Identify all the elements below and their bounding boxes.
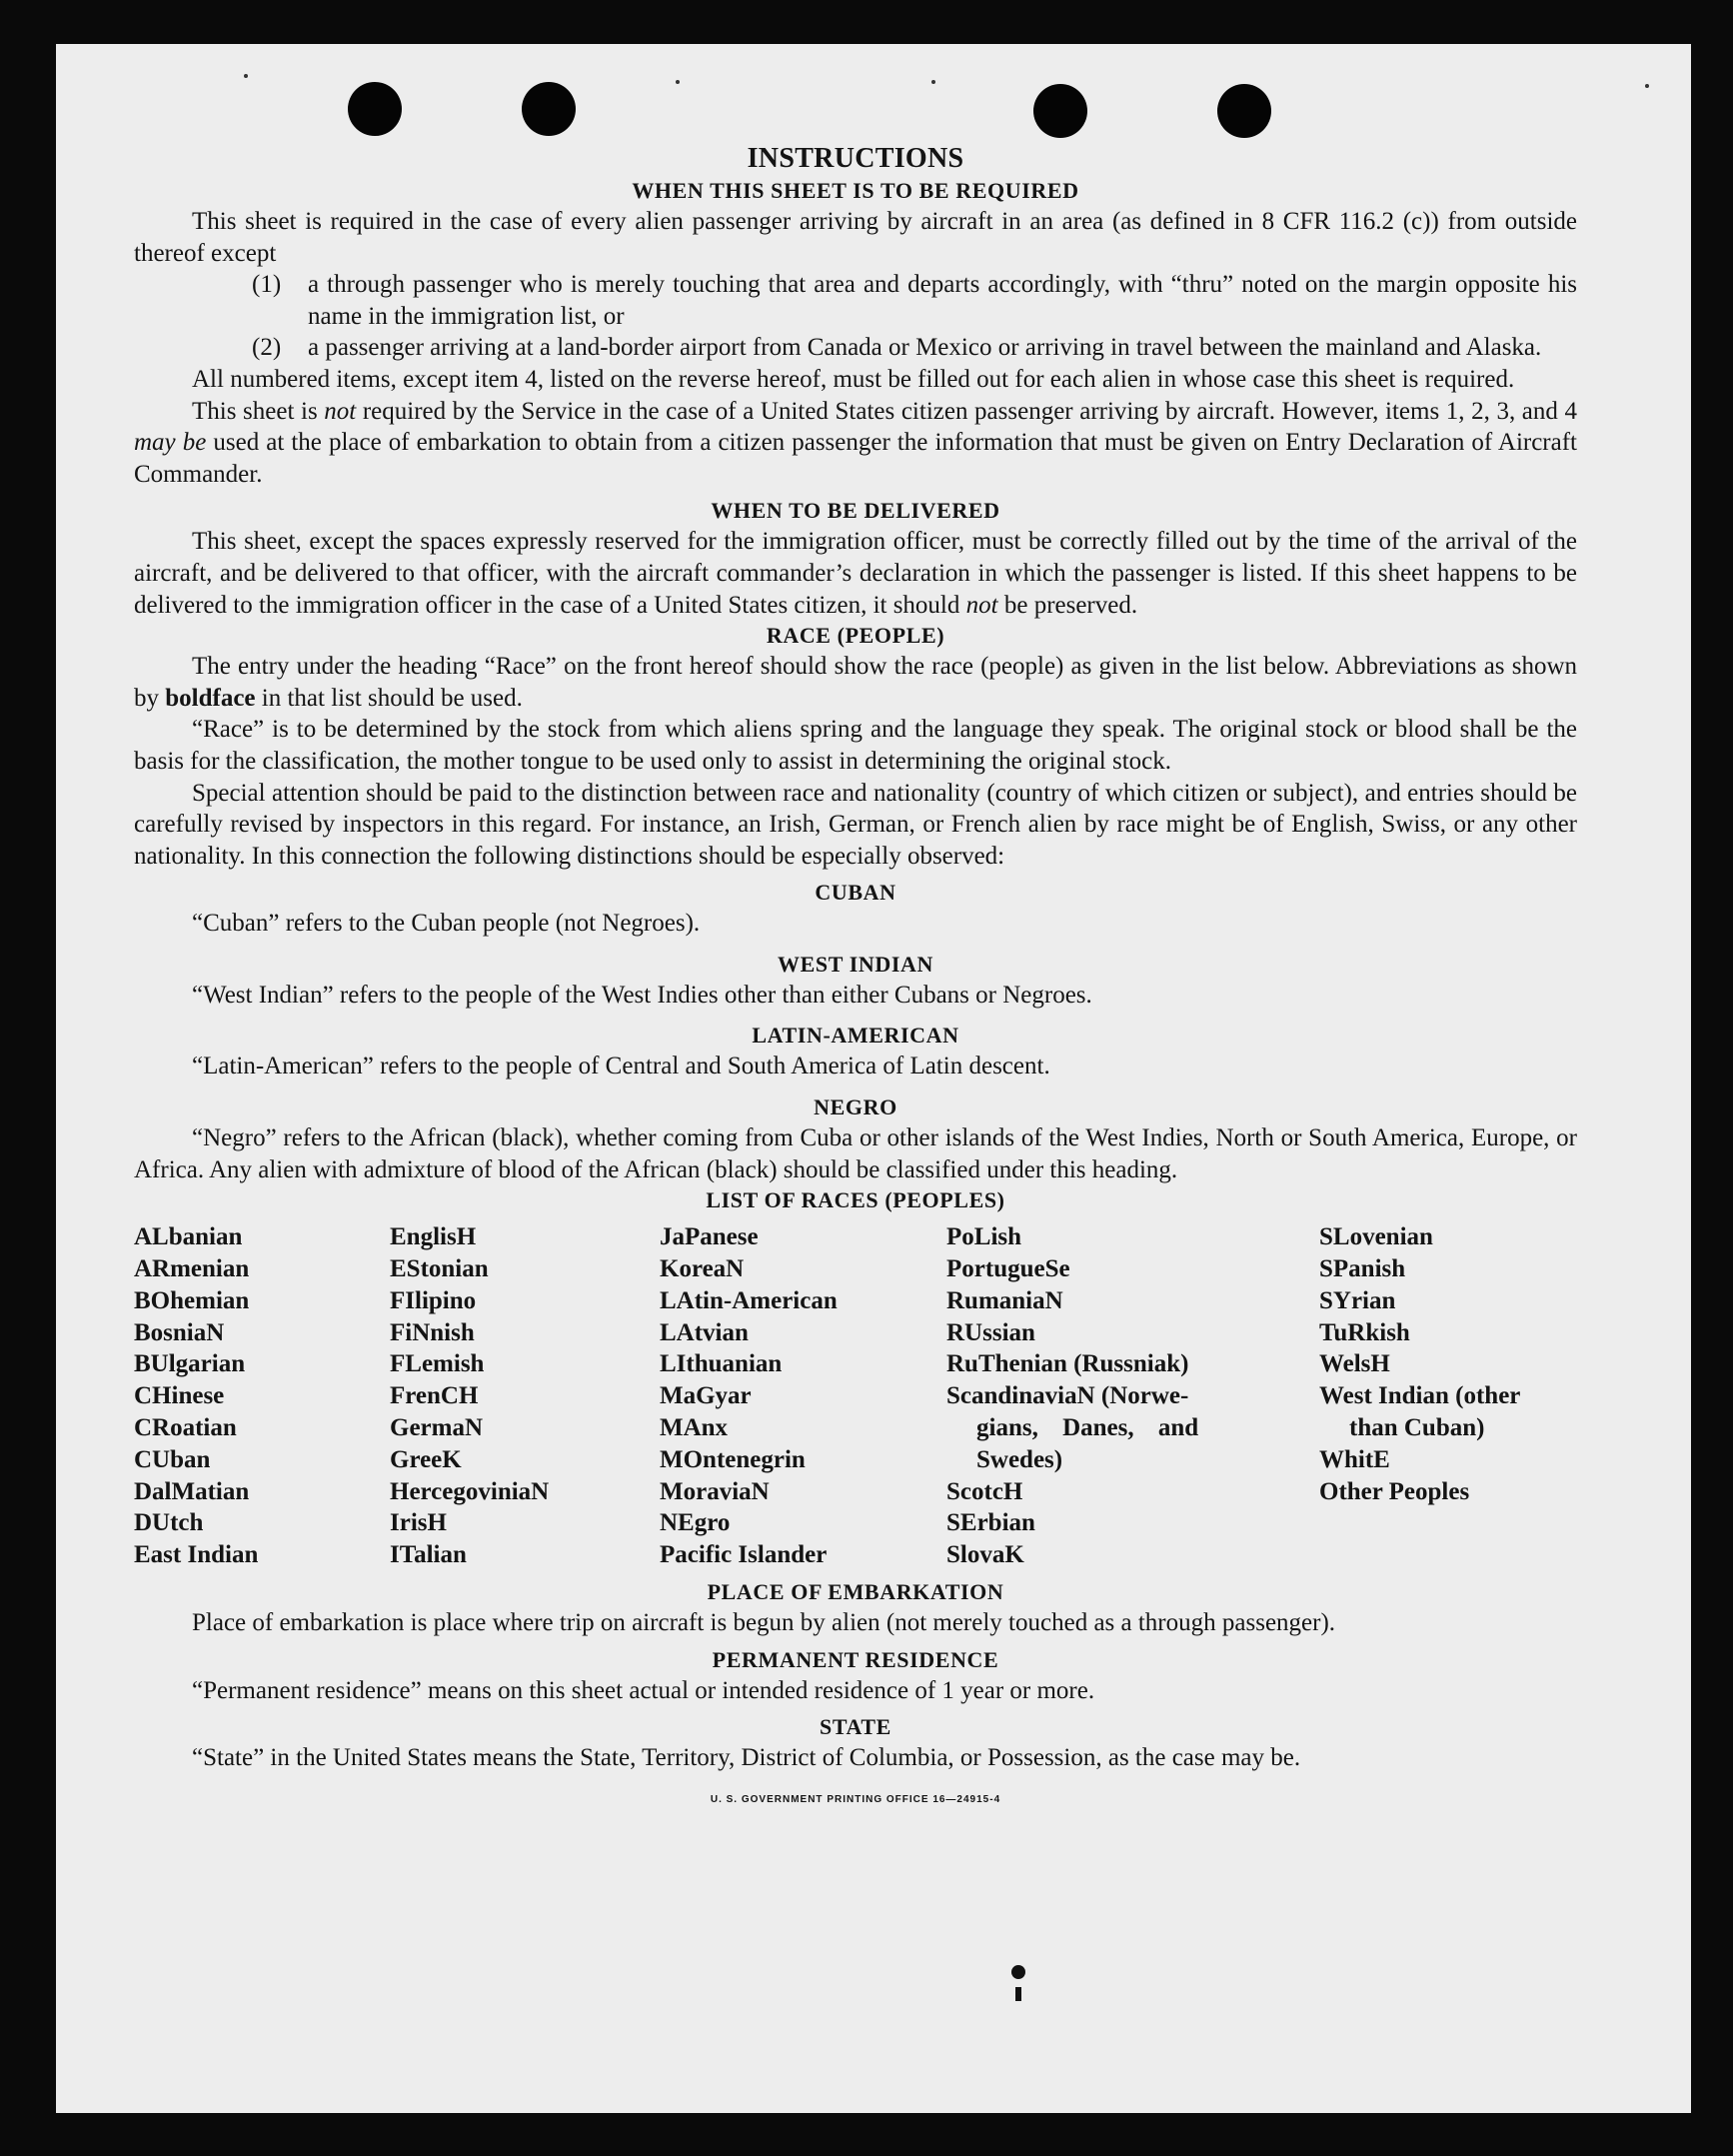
race-item: than Cuban) [1349, 1414, 1485, 1442]
document-sheet [56, 44, 1691, 2113]
text-run: used at the place of embarkation to obtain from a citizen passenger the information that must be given on Entry Declaration of Aircraft Commander. [134, 429, 1578, 488]
paragraph: “West Indian” refers to the people of the West Indies other than either Cubans or Negroes. [192, 981, 1092, 1009]
text-run-italic: may be [134, 429, 207, 457]
race-item: KoreaN [660, 1255, 745, 1283]
list-number: (1) [252, 271, 282, 299]
heading-list-of-races: LIST OF RACES (PEOPLES) [706, 1187, 1005, 1213]
race-item: MaGyar [660, 1382, 752, 1410]
punch-hole [1033, 84, 1087, 138]
race-item: PortugueSe [946, 1255, 1070, 1283]
list-text: a through passenger who is merely touching that area and departs accordingly, with “thru” noted on the margin opposite his name in the immigration list, or [308, 271, 1577, 330]
races-table [134, 1221, 1577, 1571]
race-item: CUban [134, 1445, 211, 1473]
heading-cuban: CUBAN [815, 880, 896, 906]
race-item: NEgro [660, 1509, 731, 1537]
race-item: WelsH [1319, 1350, 1390, 1378]
race-item: LAtvian [660, 1318, 749, 1346]
race-item: SLovenian [1319, 1223, 1433, 1251]
heading-latin-american: LATIN-AMERICAN [752, 1023, 959, 1049]
heading-west-indian: WEST INDIAN [778, 951, 933, 977]
paragraph: “Negro” refers to the African (black), whether coming from Cuba or other islands of the West Indies, North or South America, Europe, or Africa. Any alien with admixture of blood of the African (black) should be classified under this heading. [134, 1124, 1577, 1183]
list-number: (2) [252, 334, 282, 362]
document-body [134, 132, 1577, 1815]
race-item: SlovaK [946, 1541, 1024, 1569]
binding-mark [1011, 1965, 1025, 1979]
race-item: DalMatian [134, 1477, 250, 1505]
text-run-bold: boldface [165, 684, 256, 712]
races-column [134, 1221, 390, 1571]
text-run-italic: not [324, 397, 357, 425]
heading-embarkation: PLACE OF EMBARKATION [707, 1579, 1004, 1605]
list-item [252, 332, 1577, 364]
race-item: ScotcH [946, 1477, 1023, 1505]
race-item: LIthuanian [660, 1350, 783, 1378]
paragraph: This sheet is required in the case of every alien passenger arriving by aircraft in an area (as defined in 8 CFR 116.2 (c)) from outside thereof except [134, 208, 1577, 267]
race-item: JaPanese [660, 1223, 759, 1251]
race-item: MOntenegrin [660, 1445, 806, 1473]
race-item: ALbanian [134, 1223, 243, 1251]
text-run: This sheet is [192, 397, 325, 425]
races-column [946, 1221, 1319, 1571]
paragraph [134, 526, 1577, 621]
race-item: gians, Danes, and [976, 1414, 1199, 1442]
race-item: LAtin-American [660, 1286, 838, 1314]
speck [1645, 84, 1649, 88]
paragraph: Place of embarkation is place where trip on aircraft is begun by alien (not merely touched as a through passenger). [192, 1609, 1336, 1637]
heading-delivered: WHEN TO BE DELIVERED [711, 498, 1000, 524]
heading-negro: NEGRO [814, 1094, 897, 1120]
race-item: Other Peoples [1319, 1477, 1470, 1505]
race-item: WhitE [1319, 1445, 1390, 1473]
race-item: BOhemian [134, 1286, 250, 1314]
race-item: West Indian (other [1319, 1382, 1521, 1410]
heading-residence: PERMANENT RESIDENCE [712, 1646, 999, 1672]
paragraph: Special attention should be paid to the distinction between race and nationality (country of which citizen or subject), and entries should be carefully revised by inspectors in this regard. For instance, an Irish, German, or French alien by race might be of English, Swiss, or any other nationality. In this connection the following distinctions should be especially observed: [134, 779, 1577, 870]
races-column [1319, 1221, 1577, 1571]
speck [931, 80, 935, 84]
page-title: INSTRUCTIONS [747, 143, 964, 174]
race-item: BUlgarian [134, 1350, 246, 1378]
race-item: ARmenian [134, 1255, 250, 1283]
race-item: DUtch [134, 1509, 204, 1537]
printer-imprint: U. S. GOVERNMENT PRINTING OFFICE 16—24915-4 [710, 1793, 1001, 1805]
punch-hole [348, 82, 402, 136]
text-run: be preserved. [997, 591, 1138, 619]
race-item: Pacific Islander [660, 1541, 828, 1569]
race-item: FLemish [390, 1350, 485, 1378]
race-item: FIlipino [390, 1286, 477, 1314]
race-item: EStonian [390, 1255, 489, 1283]
text-run: This sheet, except the spaces expressly reserved for the immigration officer, must be correctly filled out by the time of the arrival of the aircraft, and be delivered to that officer, with the aircraft commander’s declaration in which the passenger is listed. If this sheet happens to be delivered to the immigration officer in the case of a United States citizen, it should [134, 528, 1577, 619]
paragraph [134, 396, 1577, 491]
race-item: SYrian [1319, 1286, 1396, 1314]
race-item: RumaniaN [946, 1286, 1063, 1314]
paragraph: “Race” is to be determined by the stock from which aliens spring and the language they speak. The original stock or blood shall be the basis for the classification, the mother tongue to be used only to assist in determining the original stock. [134, 716, 1577, 775]
list-text: a passenger arriving at a land-border airport from Canada or Mexico or arriving in travel between the mainland and Alaska. [308, 334, 1542, 362]
text-run: The entry under the heading “Race” on the front hereof should show the race (people) as given in the list below. Abbreviations as shown by [134, 653, 1577, 712]
race-item: HercegoviniaN [390, 1477, 550, 1505]
heading-state: STATE [820, 1714, 891, 1740]
race-item: East Indian [134, 1541, 259, 1569]
race-item: FrenCH [390, 1382, 479, 1410]
race-item: EnglisH [390, 1223, 477, 1251]
paragraph: “Latin-American” refers to the people of Central and South America of Latin descent. [192, 1053, 1050, 1080]
text-run: required by the Service in the case of a United States citizen passenger arriving by aircraft. However, items 1, 2, 3, and 4 [356, 397, 1577, 425]
race-item: ScandinaviaN (Norwe- [946, 1382, 1189, 1410]
binding-mark [1015, 1987, 1021, 2001]
race-item: GermaN [390, 1414, 484, 1442]
races-column [390, 1221, 660, 1571]
race-item: SPanish [1319, 1255, 1406, 1283]
text-run: in that list should be used. [255, 684, 523, 712]
text-run-italic: not [965, 591, 998, 619]
races-column [660, 1221, 946, 1571]
heading-required: WHEN THIS SHEET IS TO BE REQUIRED [632, 178, 1079, 203]
race-item: IrisH [390, 1509, 447, 1537]
race-item: SErbian [946, 1509, 1035, 1537]
race-item: MoraviaN [660, 1477, 770, 1505]
list-item [252, 269, 1577, 332]
race-item: Swedes) [976, 1445, 1063, 1473]
race-item: ITalian [390, 1541, 467, 1569]
paragraph: “Cuban” refers to the Cuban people (not Negroes). [192, 910, 701, 938]
race-item: BosniaN [134, 1318, 225, 1346]
paragraph: “State” in the United States means the State, Territory, District of Columbia, or Possession, as the case may be. [192, 1744, 1301, 1772]
race-item: CRoatian [134, 1414, 237, 1442]
race-item: RUssian [946, 1318, 1035, 1346]
punch-hole [1217, 84, 1271, 138]
race-item: MAnx [660, 1414, 729, 1442]
paragraph [134, 651, 1577, 714]
paragraph: “Permanent residence” means on this sheet actual or intended residence of 1 year or more. [192, 1676, 1095, 1704]
punch-hole [522, 82, 576, 136]
paragraph: All numbered items, except item 4, listed on the reverse hereof, must be filled out for each alien in whose case this sheet is required. [192, 365, 1515, 393]
race-item: RuThenian (Russniak) [946, 1350, 1189, 1378]
race-item: CHinese [134, 1382, 225, 1410]
race-item: PoLish [946, 1223, 1022, 1251]
heading-race: RACE (PEOPLE) [766, 623, 945, 649]
race-item: FiNnish [390, 1318, 475, 1346]
race-item: GreeK [390, 1445, 462, 1473]
speck [244, 74, 248, 78]
speck [676, 80, 680, 84]
race-item: TuRkish [1319, 1318, 1410, 1346]
